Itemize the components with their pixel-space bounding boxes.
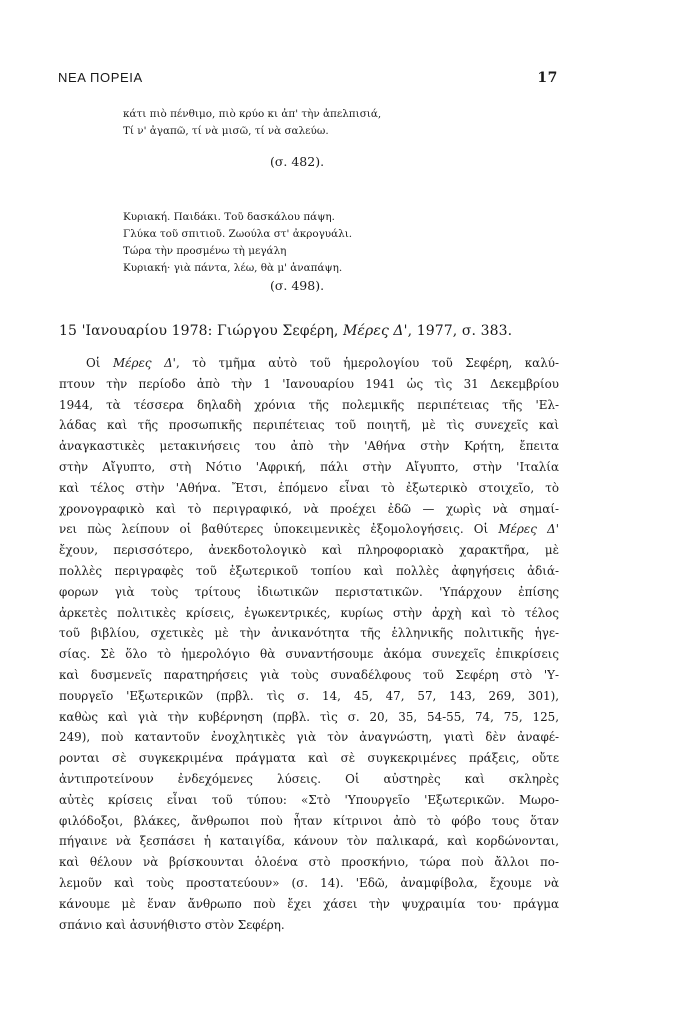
body-line: καὶ θέλουν νὰ βρίσκουνται ὁλοένα στὸ προσκήνιο, τώρα ποὺ ἄλλοι πο- xyxy=(59,855,559,870)
verse-line: Γλύκα τοῦ σπιτιοῦ. Ζωούλα στ' ἀκρογυάλι. xyxy=(123,228,353,240)
body-line: στὴν Αἴγυπτο, στὴ Νότιο 'Αφρική, πάλι στὴν Αἴγυπτο, στὴν 'Ιταλία xyxy=(59,459,559,474)
book-title-italic: Μέρες Δ' xyxy=(498,522,559,537)
body-line: φορων γιὰ τοὺς τρίτους ἰδιωτικῶν περιστατικῶν. 'Υπάρχουν ἐπίσης xyxy=(59,584,559,599)
body-line: πτουν τὴν περίοδο ἀπὸ τὴν 1 'Ιανουαρίου 1941 ὡς τὶς 31 Δεκεμβρίου xyxy=(59,376,559,391)
body-line: σπάνιο καὶ ἀσυνήθιστο στὸν Σεφέρη. xyxy=(59,917,285,932)
verse-reference-1: (σ. 482). xyxy=(270,154,325,169)
verse-line: Τί ν' ἀγαπῶ, τί νὰ μισῶ, τί νὰ σαλεύω. xyxy=(123,125,329,137)
book-title-italic: Μέρες Δ' xyxy=(112,356,176,370)
body-line: λεμοῦν καὶ τοὺς προστατεύουν» (σ. 14). 'Εδῶ, ἀναμφίβολα, ἔχουμε νὰ xyxy=(59,875,559,890)
journal-title: ΝΕΑ ΠΟΡΕΙΑ xyxy=(58,70,143,85)
body-line: ρονται σὲ συγκεκριμένα πράγματα καὶ σὲ συγκεκριμένες πράξεις, οὔτε xyxy=(59,751,559,766)
verse-reference-2: (σ. 498). xyxy=(270,278,325,293)
body-line xyxy=(59,519,559,540)
body-line: ἀναγκαστικὲς μετακινήσεις του ἀπὸ τὴν 'Αθήνα στὴν Κρήτη, ἔπειτα xyxy=(59,439,559,454)
body-line: χρονογραφικὸ καὶ τὸ περιγραφικό, νὰ προέχει ἐδῶ — χωρὶς νὰ σημαί- xyxy=(59,501,559,516)
body-line: 249), ποὺ καταντοῦν ἐνοχλητικὲς γιὰ τὸν ἀναγνώστη, γιατὶ δὲν ἀναφέ- xyxy=(59,730,559,745)
body-line: λάδας καὶ τῆς προσωπικῆς περιπέτειας τοῦ ποιητῆ, μὲ τὶς συνεχεῖς καὶ xyxy=(59,418,559,433)
body-line: σίας. Σὲ ὅλο τὸ ἡμερολόγιο θὰ συναντήσουμε ἀκόμα συνεχεῖς ἐπικρίσεις xyxy=(59,647,559,662)
entry-heading-prefix: 15 'Ιανουαρίου 1978: Γιώργου Σεφέρη, xyxy=(59,323,343,339)
body-line: φιλόδοξοι, βλάκες, ἄνθρωποι ποὺ ἦταν κίτρινοι ἀπὸ τὸ φόβο τους ὅταν xyxy=(59,813,559,828)
entry-heading xyxy=(59,323,512,339)
body-line: 1944, τὰ τέσσερα δηλαδὴ χρόνια τῆς πολεμικῆς περιπέτειας τῆς 'Ελ- xyxy=(59,397,559,412)
body-line: κάνουμε μὲ ἕναν ἄνθρωπο ποὺ ἔχει χάσει τὴν ψυχραιμία του· πράγμα xyxy=(59,896,559,911)
body-text: νει πὼς λείπουν οἱ βαθύτερες ὑποκειμενικὲς ἐξομολογήσεις. Οἱ xyxy=(59,522,499,537)
body-line: καθὼς καὶ γιὰ τὴν κυβέρνηση (πρβλ. τὶς σ. 20, 35, 54-55, 74, 75, 125, xyxy=(59,709,559,724)
body-line: καὶ τέλος στὴν 'Αθήνα. Ἔτσι, ἑπόμενο εἶναι τὸ ἐξωτερικὸ στοιχεῖο, τὸ xyxy=(59,480,559,495)
body-line: τοῦ βιβλίου, σχετικὲς μὲ τὴν ἀνικανότητα τῆς ἑλληνικῆς πολιτικῆς ἡγε- xyxy=(59,626,559,641)
body-line: ἔχουν, περισσότερο, ἀνεκδοτολογικὸ καὶ πληροφοριακὸ χαρακτῆρα, μὲ xyxy=(59,543,559,558)
body-line: ἀντιπροτείνουν ἐνδεχόμενες λύσεις. Οἱ αὐστηρὲς καὶ σκληρὲς xyxy=(59,771,559,786)
body-line xyxy=(59,353,559,374)
verse-line: κάτι πιὸ πένθιμο, πιὸ κρύο κι ἀπ' τὴν ἀπελπισιά, xyxy=(123,108,382,120)
body-line: καὶ δυσμενεῖς παρατηρήσεις γιὰ τοὺς συναδέλφους τοῦ Σεφέρη στὸ 'Υ- xyxy=(59,667,559,682)
entry-heading-suffix: , 1977, σ. 383. xyxy=(407,323,513,339)
body-text: , τὸ τμῆμα αὐτὸ τοῦ ἡμερολογίου τοῦ Σεφέρη, καλύ- xyxy=(175,356,559,370)
body-line: πουργεῖο 'Εξωτερικῶν (πρβλ. τὶς σ. 14, 45, 47, 57, 143, 269, 301), xyxy=(59,688,559,703)
body-line: πήγαινε νὰ ξεσπάσει ἡ καταιγίδα, κάνουν τὸν παλικαρά, καὶ κορδώνονται, xyxy=(59,834,559,849)
body-line: πολλὲς περιγραφὲς τοῦ ἐξωτερικοῦ τοπίου καὶ πολλὲς ἀφηγήσεις ἀδιά- xyxy=(59,563,559,578)
body-text: Οἱ xyxy=(86,356,113,370)
running-head xyxy=(58,70,558,86)
verse-block-2 xyxy=(123,209,352,277)
page-number: 17 xyxy=(537,70,558,86)
body-line: αὐτὲς κρίσεις εἶναι τοῦ τύπου: «Στὸ 'Υπουργεῖο 'Εξωτερικῶν. Μωρο- xyxy=(59,792,559,807)
review-body xyxy=(59,353,559,935)
verse-line: Κυριακή· γιὰ πάντα, λέω, θὰ μ' ἀναπάψη. xyxy=(123,262,343,274)
verse-line: Κυριακή. Παιδάκι. Τοῦ δασκάλου πάψη. xyxy=(123,211,335,223)
body-line: ἀρκετὲς πολιτικὲς κρίσεις, ἐγωκεντρικές, κυρίως στὴν ἀρχὴ καὶ τὸ τέλος xyxy=(59,605,559,620)
verse-line: Τώρα τὴν προσμένω τὴ μεγάλη xyxy=(123,245,287,257)
entry-heading-book-title: Μέρες Δ' xyxy=(342,323,408,339)
verse-block-1 xyxy=(123,106,381,140)
